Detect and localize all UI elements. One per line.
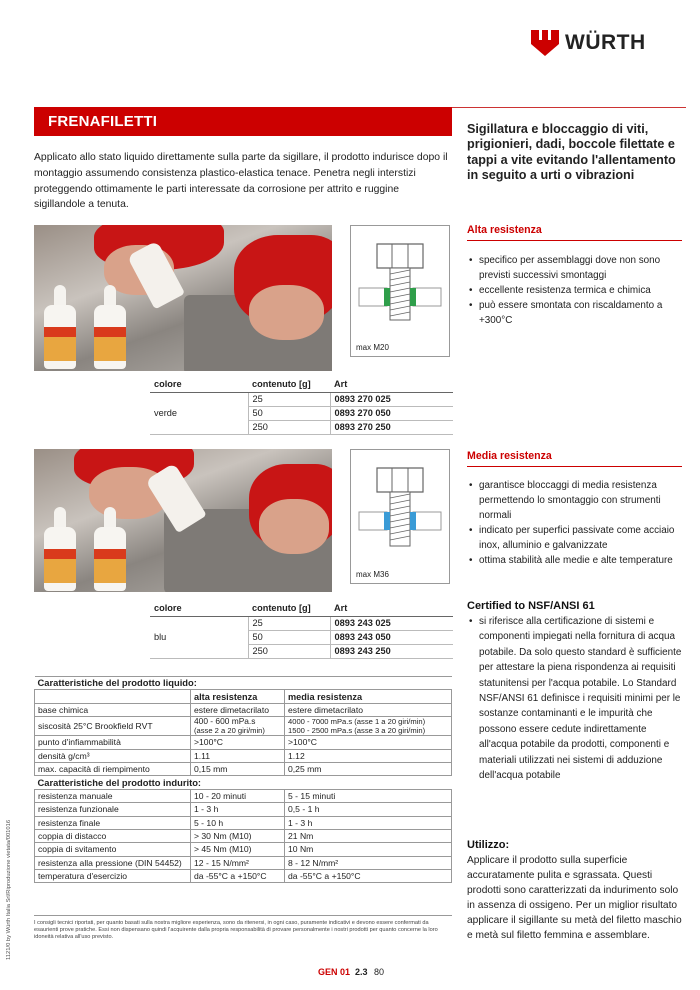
spec-label: resistenza manuale xyxy=(35,789,191,802)
col-header-contenuto: contenuto [g] xyxy=(248,376,330,392)
spec-alta: > 30 Nm (M10) xyxy=(191,829,285,842)
brand-name: WÜRTH xyxy=(565,31,646,54)
table-row xyxy=(35,762,452,775)
spec-media: >100°C xyxy=(285,736,452,749)
media-bullets xyxy=(467,479,682,568)
product-qty: 50 xyxy=(248,630,330,644)
list-item: • può essere smontata con riscaldamento a +300°C xyxy=(467,299,682,329)
spec-label: coppia di distacco xyxy=(35,829,191,842)
thread-diagram-blue xyxy=(350,449,450,584)
spec-label: densità g/cm³ xyxy=(35,749,191,762)
list-item: • garantisce bloccaggi di media resistenza permettendo lo smontaggio con strumenti normali xyxy=(467,479,682,524)
article-number: 0893 243 025 xyxy=(330,616,453,630)
product-qty: 25 xyxy=(248,392,330,406)
spec-alta: da -55°C a +150°C xyxy=(191,870,285,883)
table-row xyxy=(35,789,452,802)
spec-media: 1 - 3 h xyxy=(285,816,452,829)
list-item: • si riferisce alla certificazione di sistemi e componenti impiegati nella fornitura di acqua potabile. Da solo questo standard è sufficiente per attestare la piena rispondenza ai requisiti statunitensi per l'acqua potabile. Lo Standard NSF/ANSI 61 definisce i requisiti minimi per le sostanze contaminanti e le impurità che possono essere cedute indirettamente all'acqua potabile da prodotti, componenti e materiali utilizzati nei sistemi di adduzione dell'acqua potabile xyxy=(467,614,682,783)
diagram-label: max M20 xyxy=(356,343,389,352)
table-row xyxy=(35,736,452,749)
spec-label: punto d'infiammabilità xyxy=(35,736,191,749)
alta-rule xyxy=(467,240,682,241)
footer-chapter: 2.3 xyxy=(355,967,368,977)
bolt-diagram-icon xyxy=(351,450,449,562)
alta-heading: Alta resistenza xyxy=(467,224,542,236)
spec-alta: 1 - 3 h xyxy=(191,803,285,816)
spec-alta: >100°C xyxy=(191,736,285,749)
list-item: • eccellente resistenza termica e chimica xyxy=(467,284,682,299)
table-row xyxy=(35,749,452,762)
table-row xyxy=(35,803,452,816)
spec-label: resistenza funzionale xyxy=(35,803,191,816)
cured-specs-title: Caratteristiche del prodotto indurito: xyxy=(35,776,452,789)
intro-text: Applicato allo stato liquido direttamente sulla parte da sigillare, il prodotto indurisce dopo il montaggio assumendo consistenza plastico-elastica tenace. Penetra negli interstizi proteggendo ottimamente le parti interessate da corrosione per attrito e ruggine sigillandole a tenuta. xyxy=(34,152,448,211)
spec-label-header xyxy=(35,690,191,703)
spec-label: resistenza alla pressione (DIN 54452) xyxy=(35,856,191,869)
table-row xyxy=(150,392,453,406)
col-header-media: media resistenza xyxy=(285,690,452,703)
spec-media: 5 - 15 minuti xyxy=(285,789,452,802)
article-number: 0893 270 250 xyxy=(330,420,453,434)
col-header-contenuto: contenuto [g] xyxy=(248,600,330,616)
list-item: • ottima stabilità alle medie e alte temperature xyxy=(467,554,682,569)
product-qty: 25 xyxy=(248,616,330,630)
diagram-label: max M36 xyxy=(356,570,389,579)
article-number: 0893 243 050 xyxy=(330,630,453,644)
col-header-colore: colore xyxy=(150,600,248,616)
article-number: 0893 243 250 xyxy=(330,644,453,658)
spec-label: temperatura d'esercizio xyxy=(35,870,191,883)
spec-label: max. capacità di riempimento xyxy=(35,762,191,775)
spec-alta: estere dimetacrilato xyxy=(191,703,285,716)
table-row xyxy=(35,717,452,736)
title-bar xyxy=(34,107,452,136)
spec-label: base chimica xyxy=(35,703,191,716)
media-rule xyxy=(467,466,682,467)
spec-media: 10 Nm xyxy=(285,843,452,856)
spec-alta: 12 - 15 N/mm² xyxy=(191,856,285,869)
bolt-diagram-icon xyxy=(351,226,449,336)
specs-table xyxy=(34,676,452,883)
wurth-logo-icon xyxy=(531,30,559,56)
article-number: 0893 270 025 xyxy=(330,392,453,406)
article-number: 0893 270 050 xyxy=(330,406,453,420)
wurth-logo xyxy=(531,30,646,56)
product-color: verde xyxy=(150,392,248,434)
product-table-blue xyxy=(150,600,453,659)
spec-media: estere dimetacrilato xyxy=(285,703,452,716)
spec-alta: 400 - 600 mPa.s (asse 2 a 20 giri/min) xyxy=(191,717,285,736)
table-row xyxy=(35,870,452,883)
media-heading: Media resistenza xyxy=(467,450,552,462)
spec-media: 0,25 mm xyxy=(285,762,452,775)
page-title: FRENAFILETTI xyxy=(48,113,158,130)
spec-alta: > 45 Nm (M10) xyxy=(191,843,285,856)
product-photo-blue xyxy=(34,449,332,592)
spec-label: siscosità 25°C Brookfield RVT xyxy=(35,717,191,736)
table-row xyxy=(35,816,452,829)
spec-alta: 0,15 mm xyxy=(191,762,285,775)
col-header-alta: alta resistenza xyxy=(191,690,285,703)
table-row xyxy=(35,829,452,842)
footer-section: GEN 01 xyxy=(318,967,351,977)
spec-label: coppia di svitamento xyxy=(35,843,191,856)
table-row xyxy=(150,616,453,630)
table-row xyxy=(35,843,452,856)
spec-media: 0,5 - 1 h xyxy=(285,803,452,816)
col-header-art: Art xyxy=(330,376,453,392)
spec-alta: 10 - 20 minuti xyxy=(191,789,285,802)
spec-media: 21 Nm xyxy=(285,829,452,842)
headline: Sigillatura e bloccaggio di viti, prigionieri, dadi, boccole filettate e tappi a vite evitando l'allentamento in seguito a urti o vibrazioni xyxy=(467,122,676,183)
product-qty: 250 xyxy=(248,644,330,658)
title-rule xyxy=(452,107,686,108)
product-qty: 250 xyxy=(248,420,330,434)
liquid-specs-title: Caratteristiche del prodotto liquido: xyxy=(35,677,452,690)
product-qty: 50 xyxy=(248,406,330,420)
certified-heading: Certified to NSF/ANSI 61 xyxy=(467,600,595,612)
product-table-green xyxy=(150,376,453,435)
table-row xyxy=(35,856,452,869)
disclaimer: I consigli tecnici riportati, per quanto basati sulla nostra migliore esperienza, sono da ritenersi, in ogni caso, puramente indicativi e devono essere confermati da esaurienti prove pratiche. Essi non dispensano quindi l'acquirente dalla propria responsabilità di provare personalmente i nostri prodotti per quanto concerne la loro idoneità relativa all'uso previsto. xyxy=(34,915,452,941)
certified-bullets xyxy=(467,614,682,783)
product-color: blu xyxy=(150,616,248,658)
spec-alta: 1.11 xyxy=(191,749,285,762)
utilizzo-text: Applicare il prodotto sulla superficie accuratamente pulita e sgrassata. Questi prodotti sono caratterizzati da indurimento solo in assenza di ossigeno. Per un miglior risultato applicare il sigillante su metà del filetto maschio e metà sul filetto femmina e assemblare. xyxy=(467,855,682,941)
col-header-colore: colore xyxy=(150,376,248,392)
spec-media: 8 - 12 N/mm² xyxy=(285,856,452,869)
spec-media: 1.12 xyxy=(285,749,452,762)
footer-page: 80 xyxy=(374,967,385,977)
list-item: • indicato per superfici passivate come acciaio inox, alluminio e galvanizzate xyxy=(467,524,682,554)
col-header-art: Art xyxy=(330,600,453,616)
alta-bullets xyxy=(467,254,682,329)
side-copyright: 1121/0 by Würth Italia Srl/Riproduzione vietata/001016 xyxy=(6,819,12,960)
product-photo-green xyxy=(34,225,332,371)
utilizzo-heading: Utilizzo: xyxy=(467,839,510,851)
table-row xyxy=(35,703,452,716)
spec-label: resistenza finale xyxy=(35,816,191,829)
spec-media: da -55°C a +150°C xyxy=(285,870,452,883)
spec-alta: 5 - 10 h xyxy=(191,816,285,829)
list-item: • specifico per assemblaggi dove non sono previsti successivi smontaggi xyxy=(467,254,682,284)
thread-diagram-green xyxy=(350,225,450,357)
spec-media: 4000 - 7000 mPa.s (asse 1 a 20 giri/min) 1500 - 2500 mPa.s (asse 3 a 20 giri/min) xyxy=(285,717,452,736)
